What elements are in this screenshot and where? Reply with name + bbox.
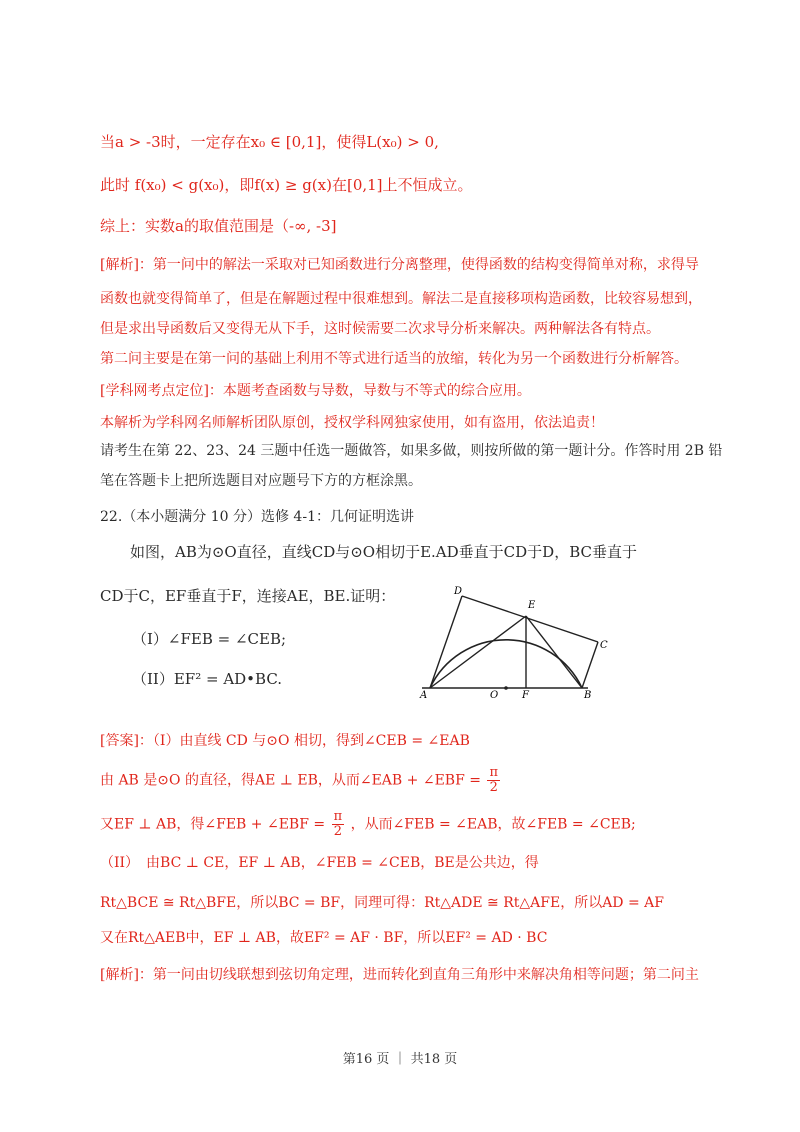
geometry-figure [418,580,618,700]
figure-label-e: E [528,600,536,611]
figure-label-b: B [584,690,592,700]
answer-line-3-text-b: ，从而∠FEB = ∠EAB，故∠FEB = ∠CEB; [350,816,636,833]
analysis-line-3: 但是求出导函数后又变得无从下手，这时候需要二次求导分析来解决。两种解法各有特点。 [100,321,660,337]
analysis-line-1: [解析]：第一问中的解法一采取对已知函数进行分离整理，使得函数的结构变得简单对称，求得导 [100,257,699,273]
figure-label-c: C [600,640,608,651]
question-part-1: （I）∠FEB = ∠CEB; [132,630,287,648]
question-stem-1: 如图，AB为⊙O直径，直线CD与⊙O相切于E.AD垂直于CD于D，BC垂直于 [130,543,637,561]
text-line-1: 当a > -3时，一定存在x₀ ∈ [0,1]，使得L(x₀) > 0, [100,133,439,151]
fraction-denominator: 2 [489,780,498,795]
pi-over-2-fraction-1 [487,766,500,795]
copyright-line: 本解析为学科网名师解析团队原创，授权学科网独家使用，如有盗用，依法追责！ [100,415,604,431]
instruction-line-1: 请考生在第 22、23、24 三题中任选一题做答，如果多做，则按所做的第一题计分。作答时用 2B 铅 [100,443,723,459]
text-line-2: 此时 f(x₀) < g(x₀)，即f(x) ≥ g(x)在[0,1]上不恒成立。 [100,176,473,194]
page-footer: 第16 页 ｜ 共18 页 [342,1052,458,1067]
analysis-line-4: 第二问主要是在第一问的基础上利用不等式进行适当的放缩，转化为另一个函数进行分析解答。 [100,351,688,367]
answer-line-2-text: 由 AB 是⊙O 的直径，得AE ⊥ EB，从而∠EAB + ∠EBF = [100,772,481,789]
pi-over-2-fraction-2 [332,810,345,839]
question-title: 22.（本小题满分 10 分）选修 4-1：几何证明选讲 [100,509,414,525]
analysis-line-final: [解析]：第一问由切线联想到弦切角定理，进而转化到直角三角形中来解决角相等问题；第二问主 [100,967,699,983]
analysis-line-2: 函数也就变得简单了，但是在解题过程中很难想到。解法二是直接移项构造函数，比较容易想到， [100,291,702,307]
text-line-3: 综上：实数a的取值范围是（-∞, -3] [100,217,337,235]
answer-line-3 [100,810,636,839]
answer-line-5: Rt△BCE ≅ Rt△BFE，所以BC = BF，同理可得：Rt△ADE ≅ Rt△AFE，所以AD = AF [100,895,664,911]
figure-label-o: O [490,690,499,700]
fraction-numerator: π [333,809,343,824]
figure-label-d: D [454,586,463,597]
question-stem-2: CD于C，EF垂直于F，连接AE，BE.证明： [100,587,396,605]
figure-label-a: A [420,690,428,700]
answer-line-2 [100,766,502,795]
question-part-2: （II）EF² = AD•BC. [132,670,283,688]
answer-line-1: [答案]：（I）由直线 CD 与⊙O 相切，得到∠CEB = ∠EAB [100,733,470,749]
figure-label-f: F [522,690,529,700]
answer-line-3-text-a: 又EF ⊥ AB，得∠FEB + ∠EBF = [100,816,326,833]
answer-line-6: 又在Rt△AEB中，EF ⊥ AB，故EF² = AF · BF，所以EF² = AD · BC [100,930,548,946]
answer-line-4: （II） 由BC ⊥ CE，EF ⊥ AB，∠FEB = ∠CEB，BE是公共边，得 [100,855,539,871]
kaodian-line: [学科网考点定位]：本题考查函数与导数，导数与不等式的综合应用。 [100,383,531,399]
instruction-line-2: 笔在答题卡上把所选题目对应题号下方的方框涂黑。 [100,473,422,489]
fraction-denominator: 2 [333,824,342,839]
fraction-numerator: π [489,765,498,780]
